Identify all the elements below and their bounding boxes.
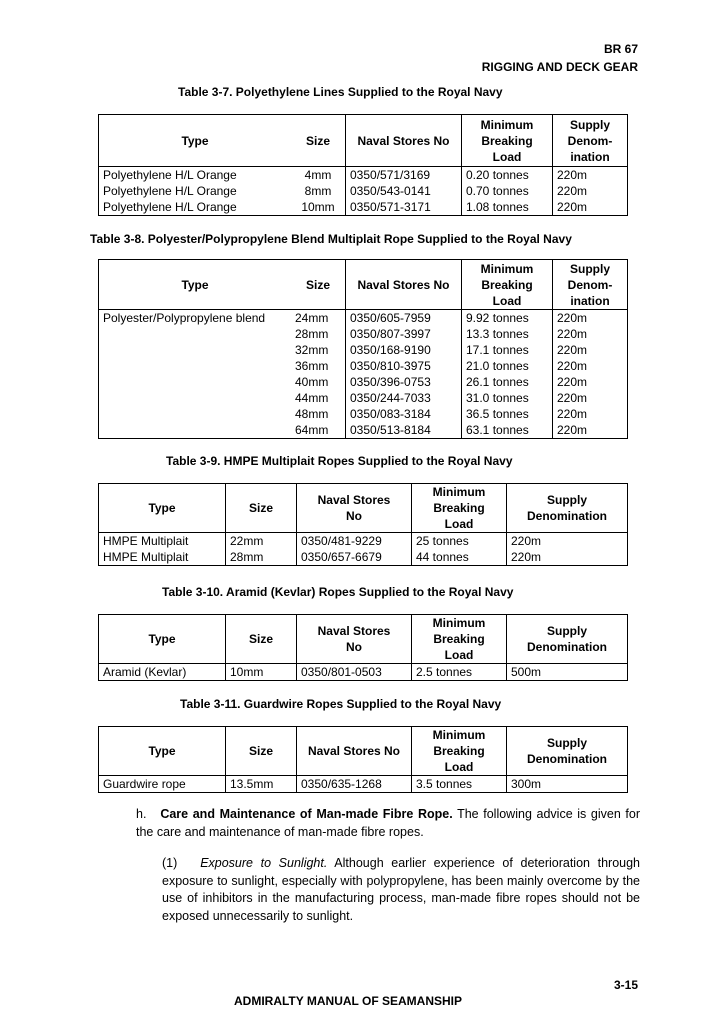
- cell-nsn: 0350/168-9190: [346, 342, 462, 358]
- cell-size: 8mm: [304, 184, 332, 198]
- cell-nsn: 0350/657-6679: [297, 549, 412, 566]
- table-3-10-body: [99, 664, 628, 681]
- cell-size: 13.5mm: [226, 776, 297, 793]
- cell-supply: 220m: [553, 422, 628, 439]
- cell-nsn: 0350/635-1268: [297, 776, 412, 793]
- table-row: [99, 664, 628, 681]
- cell-nsn: 0350/605-7959: [346, 310, 462, 327]
- col-nsn: Naval Stores No: [297, 615, 412, 664]
- doc-section: RIGGING AND DECK GEAR: [481, 60, 638, 74]
- table-3-11-body: [99, 776, 628, 793]
- table-row: [99, 549, 628, 566]
- para-h-title: Care and Maintenance of Man-made Fibre Rope.: [160, 807, 453, 821]
- cell-type: HMPE Multiplait: [103, 550, 189, 564]
- cell-supply: 300m: [507, 776, 628, 793]
- cell-supply: 220m: [553, 326, 628, 342]
- cell-size: 48mm: [295, 407, 329, 421]
- cell-mbl: 31.0 tonnes: [462, 390, 553, 406]
- table-row: [99, 310, 628, 327]
- cell-type: [99, 390, 292, 406]
- cell-nsn: 0350/244-7033: [346, 390, 462, 406]
- cell-type: HMPE Multiplait: [103, 534, 189, 548]
- col-nsn: Naval Stores No: [346, 260, 462, 310]
- cell-size: 10mm: [301, 200, 335, 214]
- col-size: Size: [226, 615, 297, 664]
- table-row: [99, 199, 628, 216]
- cell-supply: 220m: [553, 374, 628, 390]
- table-3-7: [98, 114, 628, 216]
- table-row: [99, 533, 628, 550]
- cell-type: Polyester/Polypropylene blend: [103, 311, 266, 325]
- cell-type: [99, 406, 292, 422]
- table-3-9-body: [99, 533, 628, 566]
- table-3-9-caption: Table 3-9. HMPE Multiplait Ropes Supplied to the Royal Navy: [166, 454, 513, 468]
- table-header-row: [99, 115, 628, 167]
- table-3-7-caption: Table 3-7. Polyethylene Lines Supplied to the Royal Navy: [178, 85, 503, 99]
- col-type: Type: [99, 260, 292, 310]
- cell-size: 4mm: [304, 168, 332, 182]
- cell-type: Polyethylene H/L Orange: [103, 168, 237, 182]
- cell-mbl: 63.1 tonnes: [462, 422, 553, 439]
- cell-supply: 220m: [507, 549, 628, 566]
- col-type: Type: [99, 615, 226, 664]
- col-mbl: Minimum Breaking Load: [412, 484, 507, 533]
- cell-type: [99, 326, 292, 342]
- cell-supply: 220m: [553, 167, 628, 184]
- cell-nsn: 0350/481-9229: [297, 533, 412, 550]
- para-1-title: Exposure to Sunlight.: [200, 856, 328, 870]
- col-size: Size: [226, 484, 297, 533]
- col-nsn: Naval Stores No: [297, 484, 412, 533]
- table-3-8-body: [99, 310, 628, 439]
- col-supply: Supply Denomination: [507, 484, 628, 533]
- col-supply: Supply Denom- ination: [553, 115, 628, 167]
- col-mbl: Minimum Breaking Load: [412, 727, 507, 776]
- cell-size: 36mm: [295, 359, 329, 373]
- table-row: [99, 183, 628, 199]
- col-mbl: Minimum Breaking Load: [462, 115, 553, 167]
- cell-mbl: 1.08 tonnes: [462, 199, 553, 216]
- table-row: [99, 326, 628, 342]
- cell-size: 40mm: [295, 375, 329, 389]
- table-header-row: [99, 727, 628, 776]
- para-h-text: The following advice is given for the care and maintenance of man-made fibre ropes.: [136, 807, 641, 839]
- cell-nsn: 0350/807-3997: [346, 326, 462, 342]
- cell-mbl: 25 tonnes: [412, 533, 507, 550]
- cell-size: 28mm: [226, 549, 297, 566]
- cell-supply: 220m: [553, 390, 628, 406]
- table-header-row: [99, 260, 628, 310]
- para-1-text: Although earlier experience of deterioration through exposure to sunlight, especially with polypropylene, has been mainly overcome by the use of inhibitors in the manufacturing process, man-made fibre ropes should not be exposed unnecessarily to sunlight.: [162, 856, 641, 923]
- col-size: Size: [291, 115, 346, 167]
- cell-nsn: 0350/571/3169: [346, 167, 462, 184]
- col-size: Size: [226, 727, 297, 776]
- col-supply: Supply Denomination: [507, 727, 628, 776]
- cell-size: 64mm: [295, 423, 329, 437]
- col-supply: Supply Denomination: [507, 615, 628, 664]
- table-row: [99, 342, 628, 358]
- cell-type: Guardwire rope: [103, 777, 186, 791]
- cell-size: 28mm: [295, 327, 329, 341]
- cell-nsn: 0350/513-8184: [346, 422, 462, 439]
- cell-type: [99, 342, 292, 358]
- cell-supply: 220m: [553, 342, 628, 358]
- table-row: [99, 374, 628, 390]
- table-3-10-caption: Table 3-10. Aramid (Kevlar) Ropes Supplied to the Royal Navy: [162, 585, 514, 599]
- cell-nsn: 0350/810-3975: [346, 358, 462, 374]
- col-nsn: Naval Stores No: [297, 727, 412, 776]
- page-number: 3-15: [613, 978, 638, 992]
- col-size: Size: [291, 260, 346, 310]
- col-supply: Supply Denom- ination: [553, 260, 628, 310]
- table-3-10: [98, 614, 628, 681]
- cell-mbl: 9.92 tonnes: [462, 310, 553, 327]
- cell-type: [99, 358, 292, 374]
- col-type: Type: [99, 115, 292, 167]
- cell-mbl: 0.70 tonnes: [462, 183, 553, 199]
- col-nsn: Naval Stores No: [346, 115, 462, 167]
- cell-mbl: 13.3 tonnes: [462, 326, 553, 342]
- cell-supply: 500m: [507, 664, 628, 681]
- cell-type: [99, 422, 292, 439]
- cell-mbl: 36.5 tonnes: [462, 406, 553, 422]
- cell-mbl: 2.5 tonnes: [412, 664, 507, 681]
- table-3-11: [98, 726, 628, 793]
- col-mbl: Minimum Breaking Load: [462, 260, 553, 310]
- table-row: [99, 390, 628, 406]
- cell-supply: 220m: [553, 358, 628, 374]
- cell-mbl: 17.1 tonnes: [462, 342, 553, 358]
- footer-title: ADMIRALTY MANUAL OF SEAMANSHIP: [234, 994, 462, 1008]
- cell-nsn: 0350/396-0753: [346, 374, 462, 390]
- table-3-11-caption: Table 3-11. Guardwire Ropes Supplied to the Royal Navy: [180, 697, 502, 711]
- cell-mbl: 44 tonnes: [412, 549, 507, 566]
- para-h: h. Care and Maintenance of Man-made Fibre Rope. The following advice is given for the care and maintenance of man-made fibre ropes.: [136, 807, 641, 839]
- col-type: Type: [99, 484, 226, 533]
- table-header-row: [99, 615, 628, 664]
- cell-size: 24mm: [295, 311, 329, 325]
- cell-type: Polyethylene H/L Orange: [103, 200, 237, 214]
- cell-size: 32mm: [295, 343, 329, 357]
- cell-supply: 220m: [507, 533, 628, 550]
- para-1: (1) Exposure to Sunlight. Although earlier experience of deterioration through exposure to sunlight, especially with polypropylene, has been mainly overcome by the use of inhibitors in the manufacturing process, man-made fibre ropes should not be exposed unnecessarily to sunlight.: [162, 856, 641, 923]
- table-row: [99, 422, 628, 439]
- cell-nsn: 0350/543-0141: [346, 183, 462, 199]
- table-3-7-body: [99, 167, 628, 216]
- table-3-8-caption: Table 3-8. Polyester/Polypropylene Blend Multiplait Rope Supplied to the Royal Navy: [90, 232, 572, 246]
- col-type: Type: [99, 727, 226, 776]
- cell-type: [99, 374, 292, 390]
- cell-type: Aramid (Kevlar): [103, 665, 187, 679]
- cell-supply: 220m: [553, 406, 628, 422]
- cell-size: 10mm: [226, 664, 297, 681]
- table-header-row: [99, 484, 628, 533]
- cell-nsn: 0350/083-3184: [346, 406, 462, 422]
- cell-mbl: 3.5 tonnes: [412, 776, 507, 793]
- cell-nsn: 0350/571-3171: [346, 199, 462, 216]
- table-3-9: [98, 483, 628, 566]
- cell-size: 44mm: [295, 391, 329, 405]
- table-3-8: [98, 259, 628, 439]
- table-row: [99, 776, 628, 793]
- table-row: [99, 406, 628, 422]
- cell-mbl: 26.1 tonnes: [462, 374, 553, 390]
- table-row: [99, 358, 628, 374]
- cell-type: Polyethylene H/L Orange: [103, 184, 237, 198]
- cell-mbl: 21.0 tonnes: [462, 358, 553, 374]
- table-row: [99, 167, 628, 184]
- cell-mbl: 0.20 tonnes: [462, 167, 553, 184]
- doc-code: BR 67: [603, 42, 638, 56]
- col-mbl: Minimum Breaking Load: [412, 615, 507, 664]
- cell-nsn: 0350/801-0503: [297, 664, 412, 681]
- cell-size: 22mm: [226, 533, 297, 550]
- cell-supply: 220m: [553, 183, 628, 199]
- cell-supply: 220m: [553, 310, 628, 327]
- cell-supply: 220m: [553, 199, 628, 216]
